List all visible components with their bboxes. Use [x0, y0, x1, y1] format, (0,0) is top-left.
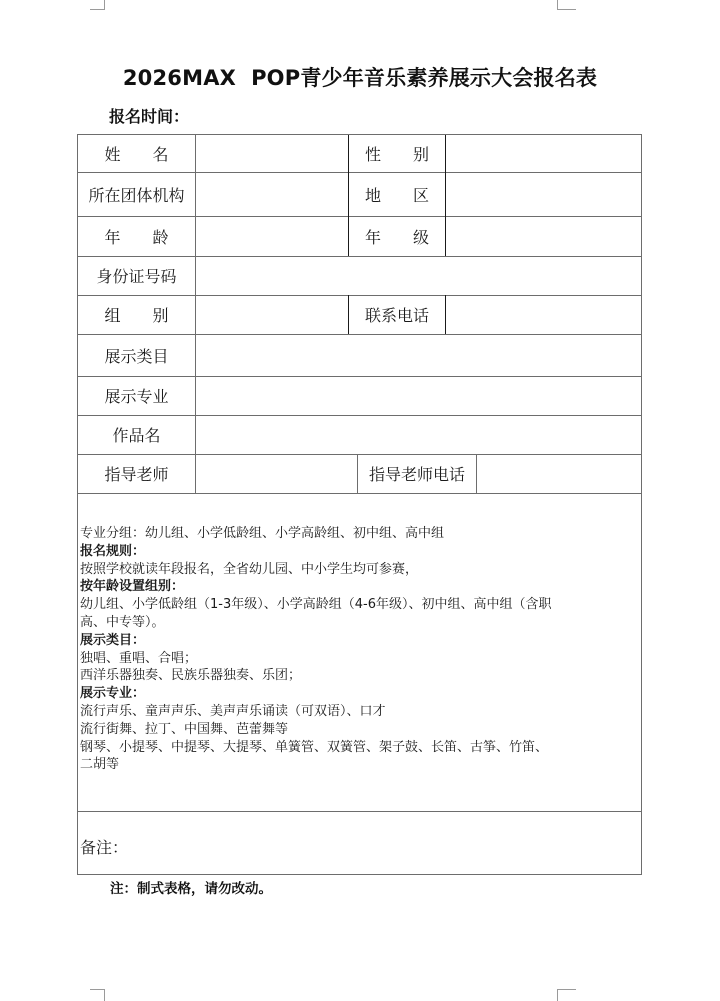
label-name: 姓 名 — [104, 145, 169, 164]
row-divider — [78, 493, 641, 494]
region-field[interactable] — [446, 172, 641, 216]
info-line: 流行街舞、拉丁、中国舞、芭蕾舞等 — [80, 721, 289, 737]
info-line: 按照学校就读年段报名，全省幼儿园、中小学生均可参赛， — [80, 561, 419, 577]
footnote: 注：制式表格，请勿改动。 — [110, 881, 272, 897]
label-region: 地 区 — [364, 185, 429, 205]
rules-info-block — [80, 525, 640, 774]
crop-mark-top-right — [557, 0, 576, 10]
info-heading: 按年龄设置组别： — [80, 579, 185, 595]
label-group: 组 别 — [104, 306, 169, 325]
info-line: 西洋乐器独奏、民族乐器独奏、乐团； — [80, 668, 302, 684]
info-line: 幼儿组、小学低龄组（1-3年级）、小学高龄组（4-6年级）、初中组、高中组（含职 — [80, 597, 552, 613]
phone-field[interactable] — [446, 295, 641, 334]
info-heading: 展示专业： — [80, 686, 146, 702]
crop-mark-top-left — [90, 0, 105, 10]
instructor-field[interactable] — [196, 454, 357, 493]
label-instructor-phone: 指导老师电话 — [368, 465, 465, 484]
name-field[interactable] — [196, 135, 348, 172]
remark-field[interactable] — [128, 813, 639, 871]
label-id-number: 身份证号码 — [96, 267, 177, 286]
crop-mark-bottom-left — [90, 989, 105, 1001]
info-line: 二胡等 — [80, 757, 120, 773]
gender-field[interactable] — [446, 135, 641, 172]
info-line: 高、中专等）。 — [80, 614, 165, 630]
document-title: 2026MAX POP青少年音乐素养展示大会报名表 — [122, 66, 598, 90]
label-age: 年 龄 — [104, 227, 169, 247]
info-line: 专业分组：幼儿组、小学低龄组、小学高龄组、初中组、高中组 — [80, 526, 445, 541]
info-line: 流行声乐、童声声乐、美声声乐诵读（可双语）、口才 — [80, 703, 386, 719]
info-heading: 展示类目： — [80, 632, 146, 648]
id-number-field[interactable] — [196, 256, 641, 295]
info-heading: 报名规则： — [80, 543, 146, 559]
organization-field[interactable] — [196, 172, 348, 216]
crop-mark-bottom-right — [557, 989, 576, 1001]
label-work-title: 作品名 — [112, 426, 161, 445]
work-title-field[interactable] — [196, 415, 641, 454]
label-organization: 所在团体机构 — [88, 185, 185, 205]
registration-time-label: 报名时间： — [109, 107, 190, 126]
label-phone: 联系电话 — [364, 306, 429, 325]
row-divider — [78, 811, 641, 812]
grade-field[interactable] — [446, 216, 641, 256]
age-field[interactable] — [196, 216, 348, 256]
info-line: 独唱、重唱、合唱； — [80, 650, 198, 666]
label-instructor: 指导老师 — [104, 465, 169, 484]
instructor-phone-field[interactable] — [477, 454, 641, 493]
label-specialty: 展示专业 — [104, 387, 169, 406]
label-category: 展示类目 — [104, 346, 169, 366]
remark-label: 备注： — [80, 838, 129, 857]
group-field[interactable] — [196, 295, 348, 334]
label-grade: 年 级 — [364, 227, 429, 247]
label-gender: 性 别 — [364, 145, 429, 164]
info-line: 钢琴、小提琴、中提琴、大提琴、单簧管、双簧管、架子鼓、长笛、古筝、竹笛、 — [80, 739, 549, 755]
category-field[interactable] — [196, 334, 641, 376]
registration-form-table — [77, 134, 642, 875]
specialty-field[interactable] — [196, 376, 641, 415]
